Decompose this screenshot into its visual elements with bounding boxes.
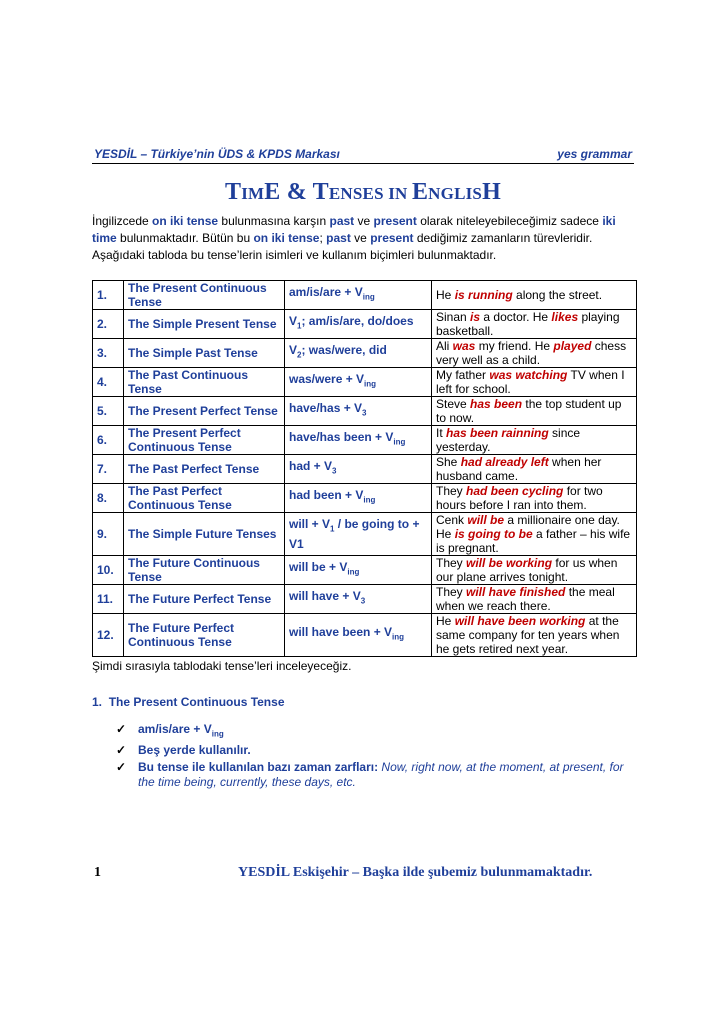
example-verb: has been: [470, 397, 523, 411]
example-verb: had been cycling: [466, 484, 564, 498]
form-text: will have + V: [289, 589, 361, 604]
form-tail: ; am/is/are, do/does: [301, 314, 414, 329]
form-subscript: 1: [330, 524, 335, 534]
tense-form: [285, 426, 432, 455]
form-text: had been + V: [289, 488, 364, 503]
tense-form: [285, 339, 432, 368]
example-text: for us when our plane arrives tonight.: [436, 556, 618, 584]
tense-example: [432, 513, 637, 556]
example-text: a father – his wife is pregnant.: [436, 527, 631, 555]
tense-example: [432, 339, 637, 368]
example-text: playing basketball.: [436, 310, 620, 338]
example-text: He: [436, 614, 455, 628]
tense-number: 9.: [93, 513, 124, 556]
form-text: am/is/are + V: [289, 285, 363, 300]
form-text: will be + V: [289, 560, 348, 575]
tense-example: [432, 614, 637, 657]
tense-name: The Present Perfect Tense: [124, 397, 285, 426]
example-text: when her husband came.: [436, 455, 602, 483]
example-verb: will be: [467, 513, 505, 527]
tense-example: [432, 585, 637, 614]
intro-emphasis: present: [370, 231, 414, 245]
header-brand: YESDİL – Türkiye’nin ÜDS & KPDS Markası: [94, 147, 340, 161]
tense-form: [285, 556, 432, 585]
intro-emphasis: on iki tense: [152, 214, 219, 228]
intro-emphasis: past: [329, 214, 355, 228]
header-section: yes grammar: [557, 147, 632, 161]
tense-name: The Past Perfect Continuous Tense: [124, 484, 285, 513]
example-text: Sinan: [436, 310, 471, 324]
example-verb: likes: [551, 310, 579, 324]
tense-number: 7.: [93, 455, 124, 484]
tense-number: 6.: [93, 426, 124, 455]
intro-text: dediğimiz zamanların türevleridir.: [413, 231, 593, 245]
bullet-text: Beş yerde kullanılır.: [138, 743, 251, 758]
tense-name: The Future Continuous Tense: [124, 556, 285, 585]
checkmark-icon: ✓: [116, 743, 127, 758]
tense-name: The Past Continuous Tense: [124, 368, 285, 397]
tense-form: [285, 397, 432, 426]
tense-number: 8.: [93, 484, 124, 513]
example-text: chess very well as a child.: [436, 339, 627, 367]
bullet-item: [116, 760, 636, 790]
intro-text: İngilizcede: [92, 214, 153, 228]
tense-example: [432, 426, 637, 455]
form-text: will have been + V: [289, 625, 393, 640]
example-text: a millionaire one day. He: [436, 513, 620, 541]
example-text: along the street.: [512, 288, 603, 302]
example-text: my friend. He: [475, 339, 554, 353]
tense-form: [285, 455, 432, 484]
tense-name: The Present Continuous Tense: [124, 281, 285, 310]
tense-example: [432, 556, 637, 585]
tense-number: 1.: [93, 281, 124, 310]
form-subscript: ing: [392, 632, 405, 642]
tense-form: [285, 310, 432, 339]
bullet-list: [116, 722, 636, 792]
intro-emphasis: on iki tense: [253, 231, 320, 245]
form-subscript: 3: [332, 466, 337, 476]
table-row: [93, 368, 637, 397]
example-verb: is: [470, 310, 481, 324]
example-text: They: [436, 484, 467, 498]
form-tail: / be going to + V1: [289, 517, 420, 551]
bullet-item: [116, 722, 636, 741]
tense-number: 11.: [93, 585, 124, 614]
tense-number: 5.: [93, 397, 124, 426]
intro-text: olarak niteleyebileceğimiz sadece: [416, 214, 603, 228]
tense-example: [432, 310, 637, 339]
example-text: since yesterday.: [436, 426, 581, 454]
intro-text: Aşağıdaki tabloda bu tense’lerin isimleri ve kullanım biçimleri bulunmaktadır.: [92, 248, 497, 262]
example-verb: will be working: [466, 556, 553, 570]
section-title: The Present Continuous Tense: [108, 695, 285, 709]
intro-emphasis: present: [373, 214, 417, 228]
tense-form: [285, 614, 432, 657]
tense-example: [432, 281, 637, 310]
tense-example: [432, 455, 637, 484]
tense-example: [432, 484, 637, 513]
intro-paragraph: [92, 213, 637, 264]
intro-text: ;: [319, 231, 327, 245]
tense-number: 2.: [93, 310, 124, 339]
form-tail: ; was/were, did: [301, 343, 387, 358]
table-row: [93, 455, 637, 484]
title-part: T: [225, 179, 242, 205]
example-verb: had already left: [460, 455, 549, 469]
example-text: Ali: [436, 339, 453, 353]
footer-text: YESDİL Eskişehir – Başka ilde şubemiz bulunmamaktadır.: [238, 865, 593, 880]
page-number: 1: [94, 865, 101, 880]
example-verb: has been rainning: [446, 426, 549, 440]
title-part: IM: [241, 184, 265, 203]
tense-form: [285, 368, 432, 397]
form-subscript: ing: [363, 495, 376, 505]
tense-number: 3.: [93, 339, 124, 368]
example-text: She: [436, 455, 461, 469]
example-text: at the same company for ten years when he gets retired next year.: [436, 614, 620, 656]
tense-name: The Simple Present Tense: [124, 310, 285, 339]
bullet-subscript: ing: [211, 729, 224, 739]
example-verb: was watching: [489, 368, 568, 382]
tense-name: The Simple Future Tenses: [124, 513, 285, 556]
form-subscript: 2: [297, 350, 302, 360]
intro-emphasis: past: [326, 231, 351, 245]
form-text: have/has + V: [289, 401, 363, 416]
example-text: the meal when we reach there.: [436, 585, 615, 613]
form-text: will + V: [289, 517, 331, 532]
example-text: He: [436, 288, 455, 302]
checkmark-icon: ✓: [116, 760, 127, 775]
title-part: E: [411, 179, 429, 205]
intro-text: ve: [354, 214, 374, 228]
table-row: [93, 339, 637, 368]
table-row: [93, 513, 637, 556]
bullet-adverbs: Now, right now, at the moment, at present, for the time being, currently, these days, etc.: [138, 760, 624, 790]
checkmark-icon: ✓: [116, 722, 127, 736]
table-row: [93, 585, 637, 614]
bullet-text: am/is/are + V: [138, 722, 212, 736]
example-verb: will have been working: [454, 614, 586, 628]
intro-text: ve: [350, 231, 371, 245]
page-title: [92, 179, 634, 206]
example-verb: will have finished: [466, 585, 566, 599]
example-verb: is going to be: [454, 527, 533, 541]
table-row: [93, 614, 637, 657]
form-subscript: ing: [393, 437, 406, 447]
example-verb: was: [452, 339, 476, 353]
tense-number: 12.: [93, 614, 124, 657]
table-row: [93, 281, 637, 310]
tense-example: [432, 397, 637, 426]
form-text: was/were + V: [289, 372, 365, 387]
example-text: They: [436, 556, 467, 570]
table-row: [93, 310, 637, 339]
tense-form: [285, 281, 432, 310]
form-subscript: 1: [297, 321, 302, 331]
form-subscript: ing: [364, 379, 377, 389]
intro-text: bulunmasına karşın: [218, 214, 330, 228]
tenses-table: [92, 280, 637, 657]
example-text: Steve: [436, 397, 471, 411]
tense-number: 4.: [93, 368, 124, 397]
example-text: Cenk: [436, 513, 468, 527]
title-part: H: [482, 179, 501, 205]
example-text: They: [436, 585, 467, 599]
example-verb: played: [553, 339, 592, 353]
tense-name: The Future Perfect Continuous Tense: [124, 614, 285, 657]
bullet-text: Bu tense ile kullanılan bazı zaman zarfları:: [138, 760, 379, 775]
example-text: the top student up to now.: [436, 397, 622, 425]
example-text: for two hours before I ran into them.: [436, 484, 603, 512]
form-subscript: 3: [362, 408, 367, 418]
table-row: [93, 397, 637, 426]
example-text: a doctor. He: [480, 310, 552, 324]
page-header: [92, 146, 634, 164]
table-row: [93, 426, 637, 455]
tense-form: [285, 513, 432, 556]
table-row: [93, 556, 637, 585]
body-paragraph: Şimdi sırasıyla tablodaki tense’leri inceleyeceğiz.: [92, 659, 352, 673]
title-part: NGLIS: [428, 184, 483, 203]
intro-text: bulunmaktadır. Bütün bu: [116, 231, 254, 245]
example-text: My father: [436, 368, 490, 382]
tense-name: The Future Perfect Tense: [124, 585, 285, 614]
tense-form: [285, 585, 432, 614]
tense-name: The Simple Past Tense: [124, 339, 285, 368]
form-text: V: [289, 314, 298, 329]
bullet-item: [116, 743, 636, 758]
tense-number: 10.: [93, 556, 124, 585]
form-subscript: 3: [360, 596, 366, 606]
title-part: S IN: [374, 184, 412, 203]
intro-emphasis: iki time: [92, 214, 616, 245]
form-subscript: ing: [362, 292, 375, 302]
form-subscript: ing: [347, 567, 360, 577]
tense-name: The Present Perfect Continuous Tense: [124, 426, 285, 455]
tense-form: [285, 484, 432, 513]
section-number: 1.: [92, 695, 103, 709]
tense-name: The Past Perfect Tense: [124, 455, 285, 484]
example-text: It: [436, 426, 447, 440]
example-verb: is running: [454, 288, 513, 302]
title-part: E & T: [264, 179, 329, 205]
form-text: have/has been + V: [289, 430, 394, 445]
title-part: ENSE: [328, 184, 375, 203]
section-heading: [92, 695, 285, 709]
form-text: had + V: [289, 459, 333, 474]
table-row: [93, 484, 637, 513]
form-text: V: [289, 343, 298, 358]
example-text: TV when I left for school.: [436, 368, 625, 396]
tense-example: [432, 368, 637, 397]
